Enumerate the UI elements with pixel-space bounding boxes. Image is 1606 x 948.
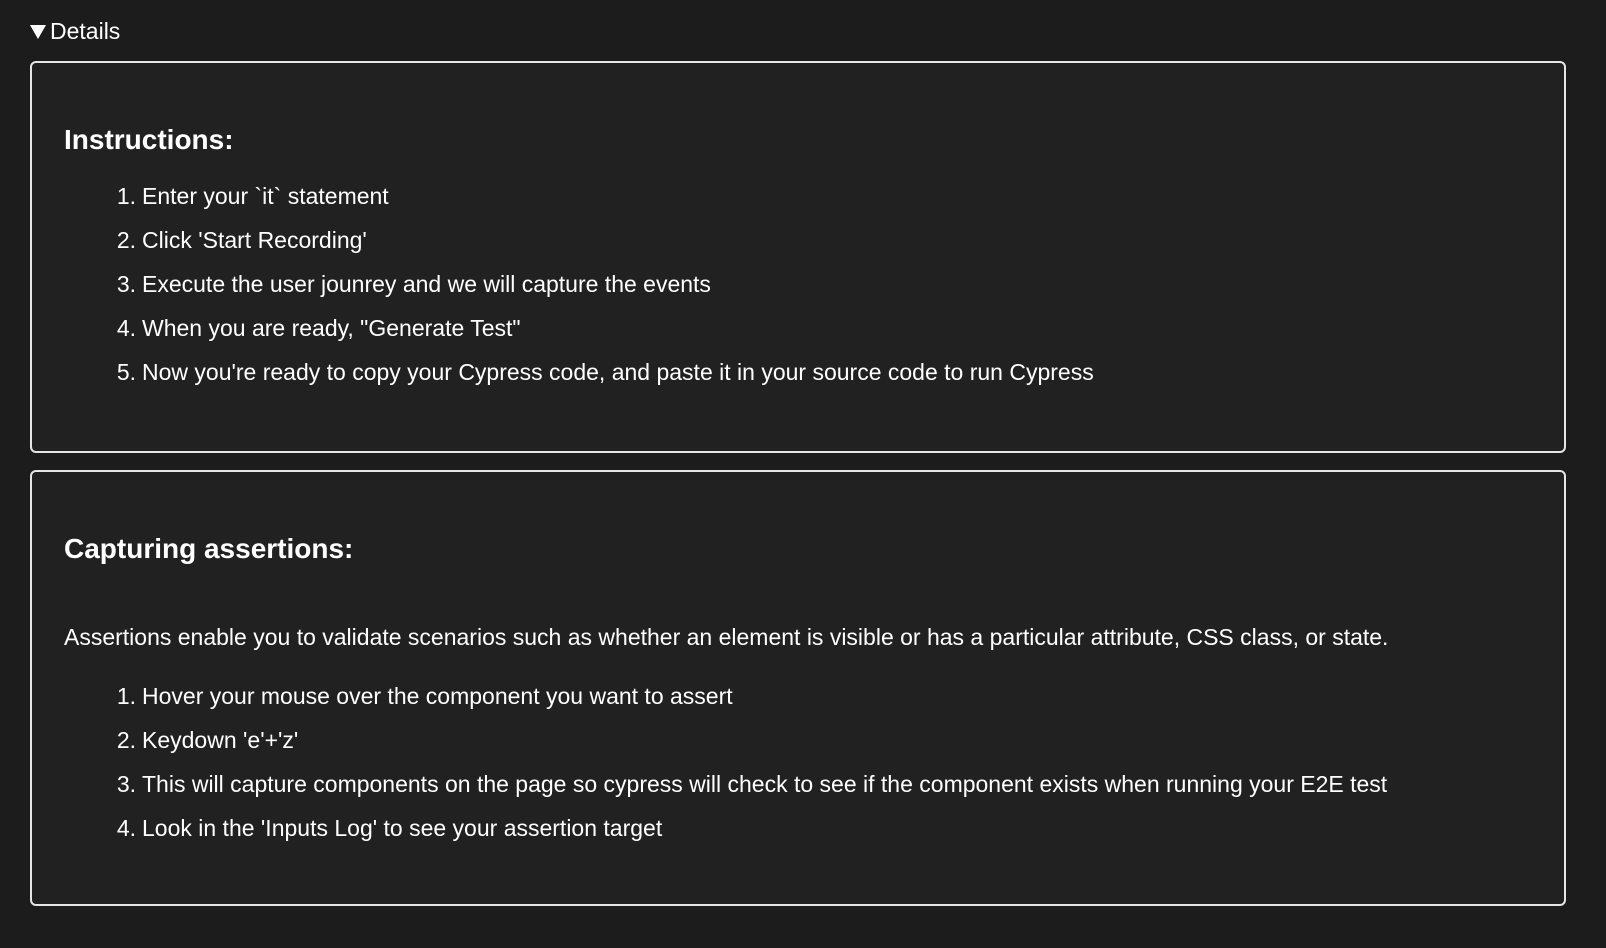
assertions-description: Assertions enable you to validate scenarios such as whether an element is visible or has a particular attribute, CSS class, or state. [64, 624, 1389, 650]
step-text: Look in the 'Inputs Log' to see your assertion target [142, 815, 663, 841]
step-text: Enter your `it` statement [142, 183, 389, 209]
assertions-steps-list [64, 681, 1387, 857]
instructions-steps-list [64, 181, 1094, 401]
step-text: Execute the user jounrey and we will capture the events [142, 271, 711, 297]
step-number: 4. [116, 315, 136, 341]
step-number: 4. [116, 815, 136, 841]
list-item [64, 681, 1387, 725]
step-text: When you are ready, "Generate Test" [142, 315, 521, 341]
list-item [64, 313, 1094, 357]
step-number: 1. [116, 683, 136, 709]
step-text: Hover your mouse over the component you want to assert [142, 683, 733, 709]
list-item [64, 269, 1094, 313]
list-item [64, 813, 1387, 857]
list-item [64, 181, 1094, 225]
details-toggle[interactable] [30, 16, 120, 46]
step-number: 5. [116, 359, 136, 385]
triangle-down-icon [30, 25, 46, 39]
step-text: Click 'Start Recording' [142, 227, 367, 253]
list-item [64, 357, 1094, 401]
list-item [64, 225, 1094, 269]
step-text: This will capture components on the page so cypress will check to see if the component exists when running your E2E test [142, 771, 1388, 797]
assertions-title: Capturing assertions: [64, 533, 354, 564]
details-label: Details [50, 17, 121, 44]
assertions-panel [30, 470, 1566, 906]
instructions-title: Instructions: [64, 124, 234, 155]
step-number: 3. [116, 271, 136, 297]
step-number: 1. [116, 183, 136, 209]
step-number: 2. [116, 227, 136, 253]
step-number: 3. [116, 771, 136, 797]
list-item [64, 769, 1387, 813]
step-text: Keydown 'e'+'z' [142, 727, 299, 753]
step-number: 2. [116, 727, 136, 753]
step-text: Now you're ready to copy your Cypress code, and paste it in your source code to run Cypress [142, 359, 1094, 385]
instructions-panel [30, 61, 1566, 453]
list-item [64, 725, 1387, 769]
